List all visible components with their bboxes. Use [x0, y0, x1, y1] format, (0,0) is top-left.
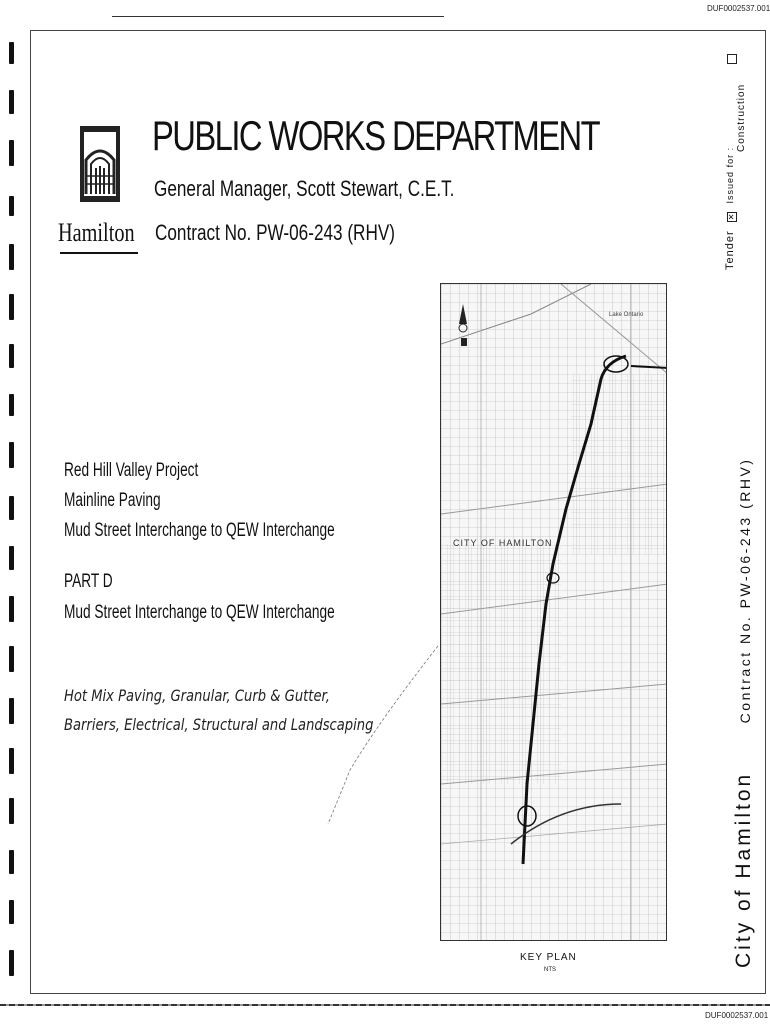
contract-number-line: Contract No. PW-06-243 (RHV) [155, 220, 396, 245]
document-id-top: DUF0002537.001 [707, 4, 770, 13]
issue-status-block [720, 147, 738, 270]
scale-label: NTS [544, 967, 556, 973]
hamilton-logo-icon [78, 124, 122, 204]
tender-checkbox: ✕ [727, 213, 736, 221]
document-id-bottom: DUF0002537.001 [705, 1011, 769, 1020]
issued-for-label: Issued for : [725, 146, 735, 204]
part-description: Mud Street Interchange to QEW Interchange [64, 602, 335, 623]
key-plan-map [440, 283, 667, 941]
top-rule [112, 16, 444, 17]
wordmark-underline [60, 252, 138, 254]
project-name: Red Hill Valley Project [64, 460, 199, 481]
hamilton-wordmark: Hamilton [58, 218, 135, 247]
side-title-block [732, 458, 756, 968]
side-contract-number: Contract No. PW-06-243 (RHV) [737, 457, 753, 724]
part-label: PART D [64, 571, 113, 592]
construction-label: Construction [736, 83, 747, 152]
construction-row [731, 84, 749, 152]
department-title: PUBLIC WORKS DEPARTMENT [152, 112, 600, 159]
leader-line [320, 640, 450, 830]
bottom-scan-line [0, 1004, 770, 1006]
lake-label: Lake Ontario [609, 312, 644, 318]
scope-line-1: Hot Mix Paving, Granular, Curb & Gutter, [64, 686, 330, 705]
key-plan-label: KEY PLAN [520, 952, 577, 963]
tender-label: Tender [724, 230, 736, 270]
general-manager-line: General Manager, Scott Stewart, C.E.T. [154, 176, 455, 201]
street-map-graphic [441, 284, 667, 941]
scope-line-2: Barriers, Electrical, Structural and Landscaping [64, 715, 374, 734]
construction-checkbox [727, 54, 737, 64]
city-map-label: CITY OF HAMILTON [453, 538, 553, 548]
side-city-title: City of Hamilton [732, 771, 755, 968]
project-limits: Mud Street Interchange to QEW Interchange [64, 520, 335, 541]
project-subtitle: Mainline Paving [64, 490, 161, 511]
